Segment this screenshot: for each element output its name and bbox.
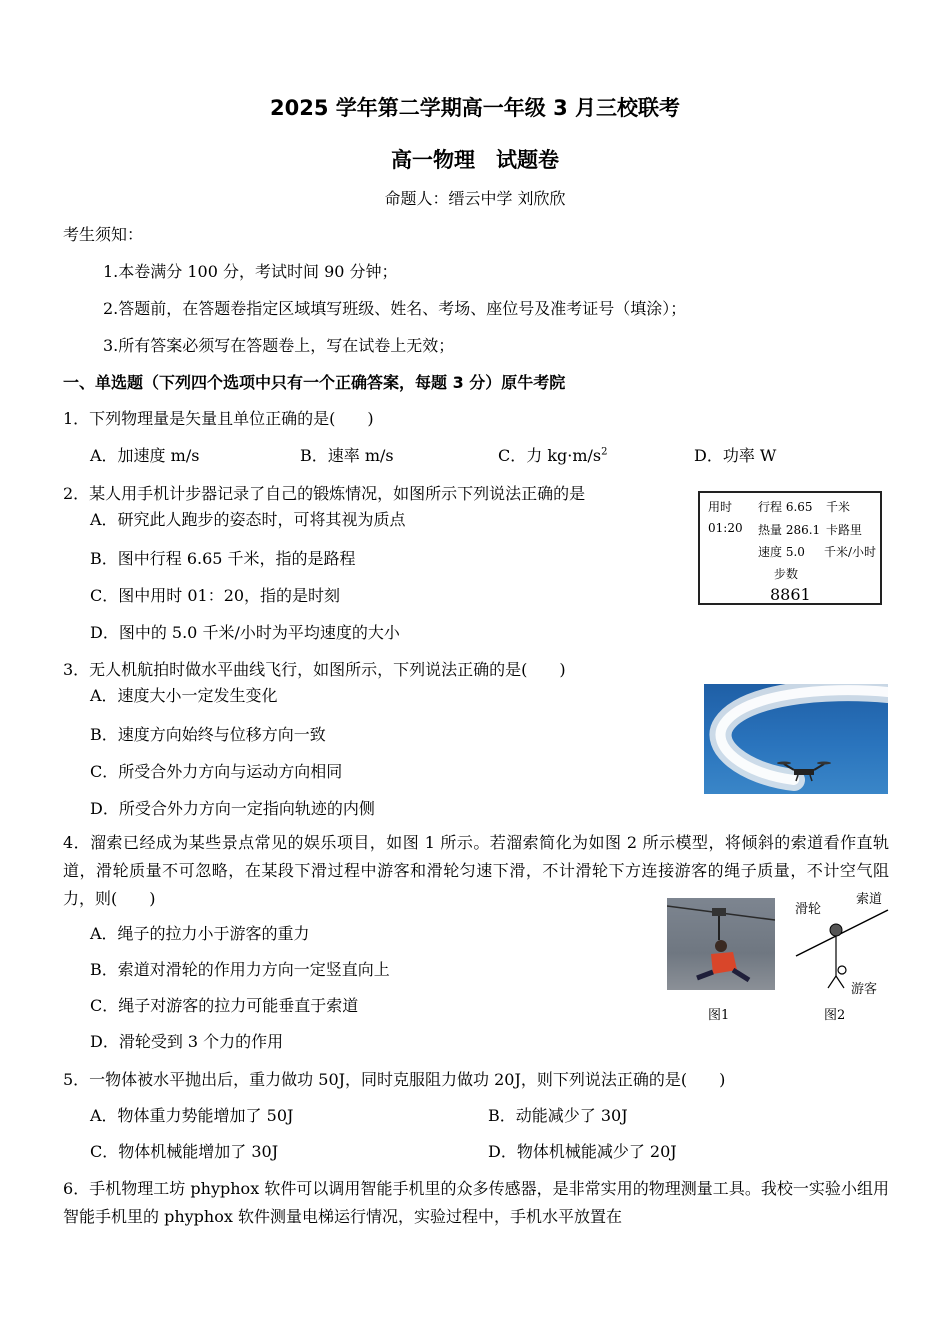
zipline-rider-illustration bbox=[667, 898, 775, 990]
question-1-option-b: B．速率 m/s bbox=[300, 446, 394, 465]
pedometer-speed-unit: 千米/小时 bbox=[824, 545, 877, 559]
question-3-option-b: B．速度方向始终与位移方向一致 bbox=[90, 725, 326, 744]
notice-item-1: 1.本卷满分 100 分，考试时间 90 分钟； bbox=[103, 262, 398, 281]
pedometer-time-label: 用时 bbox=[708, 500, 733, 514]
question-2-option-a: A．研究此人跑步的姿态时，可将其视为质点 bbox=[90, 510, 406, 529]
question-4-stem: 4．溜索已经成为某些景点常见的娱乐项目，如图 1 所示。若溜索简化为如图 2 所示模型，将倾斜的索道看作直轨道，滑轮质量不可忽略，在某段下滑过程中游客和滑轮匀速下滑，不计滑轮下方连接游客的绳子质量，不计空气阻力，则( ) bbox=[63, 833, 889, 908]
question-6-stem: 6．手机物理工坊 phyphox 软件可以调用智能手机里的众多传感器，是非常实用的物理测量工具。我校一实验小组用智能手机里的 phyphox 软件测量电梯运行情况，实验过程中，手机水平放置在 bbox=[63, 1179, 889, 1226]
question-1-option-c-text: C．力 kg·m/s bbox=[498, 446, 602, 465]
tourist-label: 游客 bbox=[851, 982, 878, 997]
question-5-option-b: B．动能减少了 30J bbox=[488, 1106, 628, 1125]
pedometer-distance-unit: 千米 bbox=[826, 500, 851, 514]
question-5-stem: 5．一物体被水平抛出后，重力做功 50J，同时克服阻力做功 20J，则下列说法正确的是( ) bbox=[63, 1070, 726, 1089]
question-1-option-c-sup: 2 bbox=[601, 446, 608, 458]
question-5-option-d: D．物体机械能减少了 20J bbox=[488, 1142, 677, 1161]
drone-photo bbox=[704, 684, 888, 794]
question-3-stem: 3．无人机航拍时做水平曲线飞行，如图所示，下列说法正确的是( ) bbox=[63, 660, 566, 679]
question-4-option-a: A．绳子的拉力小于游客的重力 bbox=[90, 924, 310, 943]
figure-2-caption: 图2 bbox=[824, 1008, 846, 1023]
pedometer-calories: 热量 286.1 bbox=[758, 523, 821, 537]
pedometer-steps-value: 8861 bbox=[770, 585, 811, 604]
question-2-stem: 2．某人用手机计步器记录了自己的锻炼情况，如图所示下列说法正确的是 bbox=[63, 484, 586, 503]
notice-heading: 考生须知： bbox=[63, 225, 144, 244]
question-5-option-c: C．物体机械能增加了 30J bbox=[90, 1142, 279, 1161]
question-4-option-b: B．索道对滑轮的作用力方向一定竖直向上 bbox=[90, 960, 390, 979]
exam-subtitle: 高一物理 试题卷 bbox=[391, 148, 559, 172]
drone-smoke-trail-illustration bbox=[704, 684, 888, 794]
notice-item-2: 2.答题前，在答题卷指定区域填写班级、姓名、考场、座位号及准考证号（填涂）； bbox=[103, 299, 687, 318]
question-1-option-a: A．加速度 m/s bbox=[90, 446, 200, 465]
question-3-option-d: D．所受合外力方向一定指向轨迹的内侧 bbox=[90, 799, 375, 818]
pulley-label: 滑轮 bbox=[795, 902, 822, 917]
question-2-option-b: B．图中行程 6.65 千米，指的是路程 bbox=[90, 549, 356, 568]
question-2-option-d: D．图中的 5.0 千米/小时为平均速度的大小 bbox=[90, 623, 400, 642]
cable-label: 索道 bbox=[856, 892, 883, 907]
pedometer-time-value: 01:20 bbox=[708, 521, 743, 535]
question-1-option-c bbox=[498, 443, 608, 466]
zipline-photo bbox=[667, 898, 775, 990]
figure-1-caption: 图1 bbox=[708, 1008, 730, 1023]
section-heading: 一、单选题（下列四个选项中只有一个正确答案，每题 3 分）原牛考院 bbox=[63, 373, 566, 392]
question-1-stem: 1．下列物理量是矢量且单位正确的是( ) bbox=[63, 409, 374, 428]
question-4-option-c: C．绳子对游客的拉力可能垂直于索道 bbox=[90, 996, 359, 1015]
pedometer-steps-label: 步数 bbox=[774, 567, 799, 581]
notice-item-3: 3.所有答案必须写在答题卷上，写在试卷上无效； bbox=[103, 336, 455, 355]
exam-author: 命题人：缙云中学 刘欣欣 bbox=[384, 189, 566, 208]
exam-title: 2025 学年第二学期高一年级 3 月三校联考 bbox=[270, 96, 680, 120]
pedometer-calories-unit: 卡路里 bbox=[826, 523, 863, 537]
pedometer-speed: 速度 5.0 bbox=[758, 545, 805, 559]
question-2-option-c: C．图中用时 01：20，指的是时刻 bbox=[90, 586, 341, 605]
pedometer-figure bbox=[698, 491, 882, 605]
question-3-option-a: A．速度大小一定发生变化 bbox=[90, 686, 278, 705]
question-3-option-c: C．所受合外力方向与运动方向相同 bbox=[90, 762, 343, 781]
question-1-option-d: D．功率 W bbox=[694, 446, 777, 465]
question-4-option-d: D．滑轮受到 3 个力的作用 bbox=[90, 1032, 284, 1051]
pedometer-distance: 行程 6.65 bbox=[758, 500, 813, 514]
question-5-option-a: A．物体重力势能增加了 50J bbox=[90, 1106, 294, 1125]
